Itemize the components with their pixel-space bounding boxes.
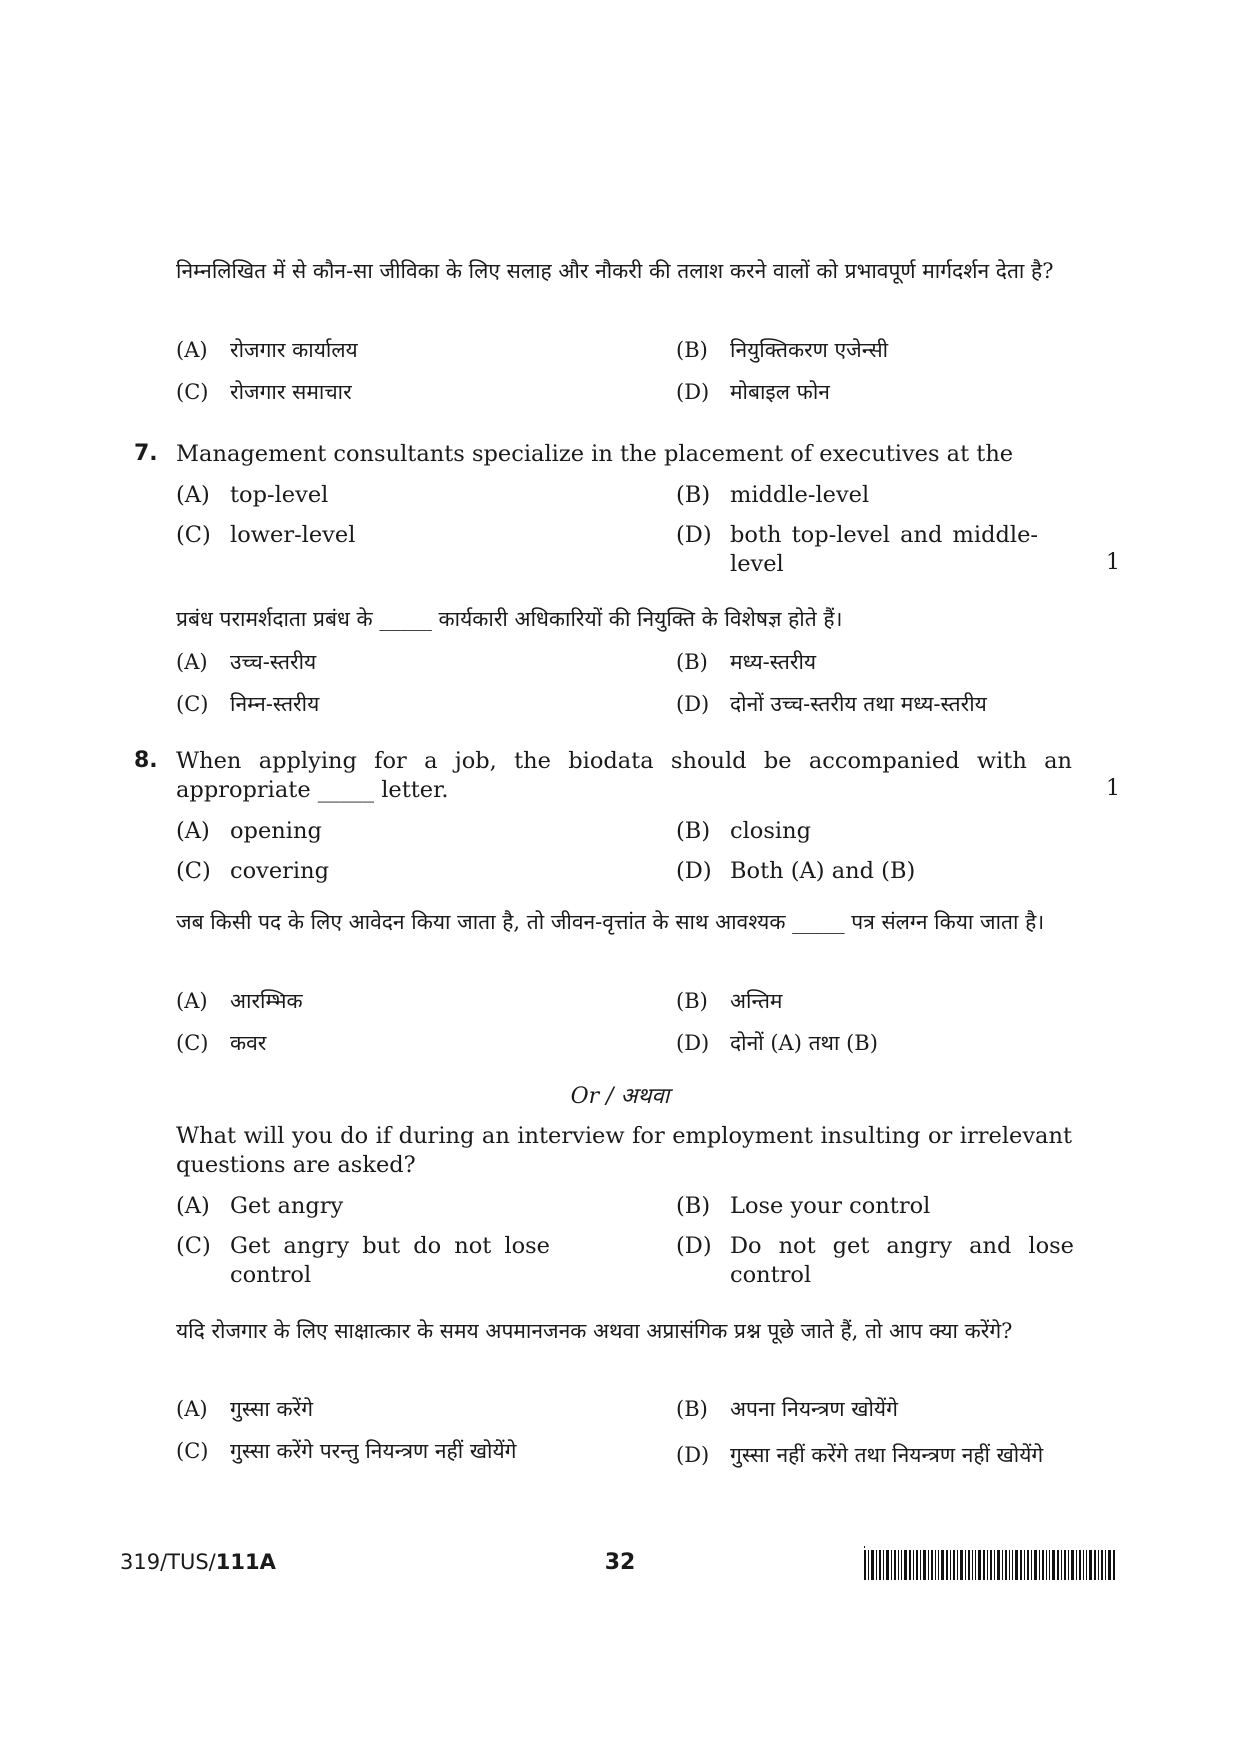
option-label: (D) bbox=[676, 1233, 712, 1259]
option-label: (C) bbox=[176, 522, 211, 548]
or-separator: Or / अथवा bbox=[570, 1084, 670, 1109]
page-number: 32 bbox=[604, 1550, 636, 1575]
option-text: covering bbox=[230, 858, 330, 884]
option-text: आरम्भिक bbox=[230, 989, 303, 1013]
q7-number: 7. bbox=[134, 441, 158, 466]
q8-marks: 1 bbox=[1106, 776, 1120, 801]
option-label: (B) bbox=[676, 338, 708, 362]
option-text: दोनों उच्च-स्तरीय तथा मध्य-स्तरीय bbox=[730, 692, 987, 716]
option-text: Lose your control bbox=[730, 1193, 931, 1219]
option-label: (A) bbox=[176, 1397, 208, 1421]
option-label: (A) bbox=[176, 1193, 210, 1219]
option-label: (B) bbox=[676, 1193, 711, 1219]
option-label: (A) bbox=[176, 338, 208, 362]
option-label: (D) bbox=[676, 380, 710, 404]
option-text: निम्न-स्तरीय bbox=[230, 692, 320, 716]
option-label: (B) bbox=[676, 989, 708, 1013]
option-text: रोजगार कार्यालय bbox=[230, 338, 358, 362]
q8-hindi-text: जब किसी पद के लिए आवेदन किया जाता है, तो जीवन-वृत्तांत के साथ आवश्यक _____ पत्र संलग्न किया जाता है। bbox=[176, 910, 1045, 934]
q8-alt-text: What will you do if during an interview for employment insulting or irrelevant questions are asked? bbox=[176, 1123, 1072, 1178]
q7-hindi-text: प्रबंध परामर्शदाता प्रबंध के _____ कार्यकारी अधिकारियों की नियुक्ति के विशेषज्ञ होते हैं। bbox=[176, 607, 843, 631]
option-text: मध्य-स्तरीय bbox=[730, 650, 817, 674]
option-label: (D) bbox=[676, 858, 712, 884]
option-text: अन्तिम bbox=[730, 989, 783, 1013]
barcode-icon bbox=[864, 1546, 1116, 1580]
option-text: नियुक्तिकरण एजेन्सी bbox=[730, 338, 889, 362]
option-text: Get angry but do not lose control bbox=[230, 1233, 550, 1288]
option-label: (A) bbox=[176, 818, 210, 844]
option-text: रोजगार समाचार bbox=[230, 380, 352, 404]
option-text: गुस्सा नहीं करेंगे तथा नियन्त्रण नहीं खोयेंगे bbox=[730, 1443, 1044, 1467]
option-label: (D) bbox=[676, 692, 710, 716]
option-label: (C) bbox=[176, 692, 209, 716]
option-text: middle-level bbox=[730, 482, 870, 508]
q8-text: When applying for a job, the biodata should be accompanied with an appropriate _____ letter. bbox=[176, 748, 1072, 803]
option-text: closing bbox=[730, 818, 811, 844]
option-label: (D) bbox=[676, 1031, 710, 1055]
option-text: Get angry bbox=[230, 1193, 344, 1219]
option-label: (A) bbox=[176, 482, 210, 508]
option-text: lower-level bbox=[230, 522, 356, 548]
option-text: Do not get angry and lose control bbox=[730, 1233, 1074, 1288]
option-label: (B) bbox=[676, 818, 711, 844]
q6-hindi-text: निम्नलिखित में से कौन-सा जीविका के लिए सलाह और नौकरी की तलाश करने वालों को प्रभावपूर्ण मार्गदर्शन देता है? bbox=[176, 259, 1054, 283]
option-text: गुस्सा करेंगे परन्तु नियन्त्रण नहीं खोयेंगे bbox=[230, 1439, 517, 1463]
option-label: (D) bbox=[676, 1443, 710, 1467]
option-label: (C) bbox=[176, 1031, 209, 1055]
option-text: उच्च-स्तरीय bbox=[230, 650, 317, 674]
option-label: (C) bbox=[176, 858, 211, 884]
q7-marks: 1 bbox=[1106, 550, 1120, 575]
paper-code-suffix: 111A bbox=[215, 1550, 276, 1574]
option-label: (B) bbox=[676, 482, 711, 508]
option-text: गुस्सा करेंगे bbox=[230, 1397, 314, 1421]
q8-alt-hindi-text: यदि रोजगार के लिए साक्षात्कार के समय अपमानजनक अथवा अप्रासंगिक प्रश्न पूछे जाते हैं, तो आप क्या करेंगे? bbox=[176, 1319, 1013, 1343]
option-label: (B) bbox=[676, 650, 708, 674]
option-label: (C) bbox=[176, 1233, 211, 1259]
option-text: दोनों (A) तथा (B) bbox=[730, 1031, 878, 1055]
q7-text: Management consultants specialize in the placement of executives at the bbox=[176, 441, 1014, 467]
option-text: both top-level and middle-level bbox=[730, 522, 1038, 577]
option-text: Both (A) and (B) bbox=[730, 858, 916, 884]
option-text: कवर bbox=[230, 1031, 267, 1055]
option-text: अपना नियन्त्रण खोयेंगे bbox=[730, 1397, 898, 1421]
paper-code-prefix: 319/TUS/ bbox=[120, 1550, 216, 1574]
option-label: (A) bbox=[176, 989, 208, 1013]
q8-number: 8. bbox=[134, 748, 158, 773]
option-label: (B) bbox=[676, 1397, 708, 1421]
option-text: top-level bbox=[230, 482, 329, 508]
option-text: मोबाइल फोन bbox=[730, 380, 830, 404]
option-label: (C) bbox=[176, 380, 209, 404]
option-label: (C) bbox=[176, 1439, 209, 1463]
option-label: (A) bbox=[176, 650, 208, 674]
option-label: (D) bbox=[676, 522, 712, 548]
option-text: opening bbox=[230, 818, 322, 844]
